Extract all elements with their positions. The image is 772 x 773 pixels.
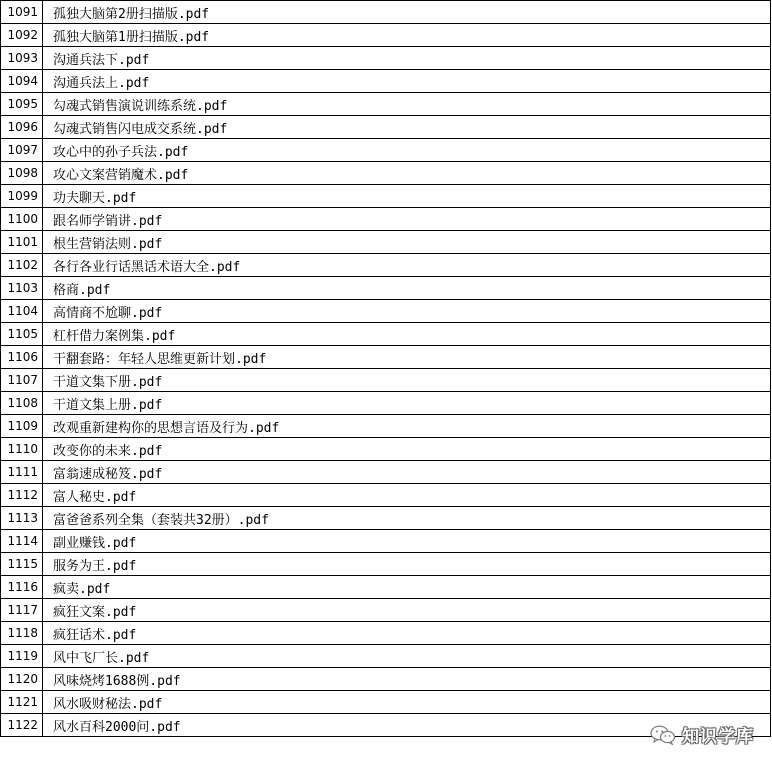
file-list-body bbox=[1, 1, 771, 737]
row-number-cell[interactable]: 1103 bbox=[1, 277, 43, 300]
row-number-cell[interactable]: 1100 bbox=[1, 208, 43, 231]
file-name-cell[interactable]: 孤独大脑第2册扫描版.pdf bbox=[43, 1, 771, 24]
row-number-cell[interactable]: 1110 bbox=[1, 438, 43, 461]
row-number-cell[interactable]: 1092 bbox=[1, 24, 43, 47]
table-row bbox=[1, 346, 771, 369]
file-name-cell[interactable]: 疯狂文案.pdf bbox=[43, 599, 771, 622]
table-row bbox=[1, 622, 771, 645]
row-number-cell[interactable]: 1098 bbox=[1, 162, 43, 185]
row-number-cell[interactable]: 1094 bbox=[1, 70, 43, 93]
file-name-cell[interactable]: 富人秘史.pdf bbox=[43, 484, 771, 507]
row-number-cell[interactable]: 1091 bbox=[1, 1, 43, 24]
row-number-cell[interactable]: 1112 bbox=[1, 484, 43, 507]
table-row bbox=[1, 484, 771, 507]
table-row bbox=[1, 392, 771, 415]
table-row bbox=[1, 277, 771, 300]
file-name-cell[interactable]: 副业赚钱.pdf bbox=[43, 530, 771, 553]
file-name-cell[interactable]: 跟名师学销讲.pdf bbox=[43, 208, 771, 231]
file-name-cell[interactable]: 杠杆借力案例集.pdf bbox=[43, 323, 771, 346]
file-name-cell[interactable]: 根生营销法则.pdf bbox=[43, 231, 771, 254]
table-row bbox=[1, 139, 771, 162]
table-row bbox=[1, 553, 771, 576]
table-row bbox=[1, 691, 771, 714]
file-name-cell[interactable]: 干道文集下册.pdf bbox=[43, 369, 771, 392]
row-number-cell[interactable]: 1118 bbox=[1, 622, 43, 645]
table-row bbox=[1, 185, 771, 208]
row-number-cell[interactable]: 1106 bbox=[1, 346, 43, 369]
row-number-cell[interactable]: 1095 bbox=[1, 93, 43, 116]
row-number-cell[interactable]: 1120 bbox=[1, 668, 43, 691]
file-name-cell[interactable]: 风水吸财秘法.pdf bbox=[43, 691, 771, 714]
file-name-cell[interactable]: 沟通兵法下.pdf bbox=[43, 47, 771, 70]
table-row bbox=[1, 530, 771, 553]
file-name-cell[interactable]: 攻心文案营销魔术.pdf bbox=[43, 162, 771, 185]
row-number-cell[interactable]: 1102 bbox=[1, 254, 43, 277]
file-name-cell[interactable]: 风中飞厂长.pdf bbox=[43, 645, 771, 668]
file-name-cell[interactable]: 疯狂话术.pdf bbox=[43, 622, 771, 645]
row-number-cell[interactable]: 1109 bbox=[1, 415, 43, 438]
row-number-cell[interactable]: 1121 bbox=[1, 691, 43, 714]
row-number-cell[interactable]: 1113 bbox=[1, 507, 43, 530]
row-number-cell[interactable]: 1114 bbox=[1, 530, 43, 553]
file-name-cell[interactable]: 勾魂式销售演说训练系统.pdf bbox=[43, 93, 771, 116]
table-row bbox=[1, 415, 771, 438]
file-name-cell[interactable]: 沟通兵法上.pdf bbox=[43, 70, 771, 93]
table-row bbox=[1, 599, 771, 622]
row-number-cell[interactable]: 1108 bbox=[1, 392, 43, 415]
table-row bbox=[1, 70, 771, 93]
row-number-cell[interactable]: 1099 bbox=[1, 185, 43, 208]
table-row bbox=[1, 231, 771, 254]
table-row bbox=[1, 47, 771, 70]
row-number-cell[interactable]: 1097 bbox=[1, 139, 43, 162]
table-row bbox=[1, 714, 771, 737]
table-row bbox=[1, 24, 771, 47]
table-row bbox=[1, 116, 771, 139]
file-name-cell[interactable]: 改观重新建构你的思想言语及行为.pdf bbox=[43, 415, 771, 438]
file-name-cell[interactable]: 风水百科2000问.pdf bbox=[43, 714, 771, 737]
file-name-cell[interactable]: 格商.pdf bbox=[43, 277, 771, 300]
table-row bbox=[1, 1, 771, 24]
row-number-cell[interactable]: 1119 bbox=[1, 645, 43, 668]
file-name-cell[interactable]: 干翻套路：年轻人思维更新计划.pdf bbox=[43, 346, 771, 369]
row-number-cell[interactable]: 1117 bbox=[1, 599, 43, 622]
file-name-cell[interactable]: 高情商不尬聊.pdf bbox=[43, 300, 771, 323]
table-row bbox=[1, 254, 771, 277]
table-row bbox=[1, 208, 771, 231]
row-number-cell[interactable]: 1096 bbox=[1, 116, 43, 139]
watermark-text: 知识学库 bbox=[682, 727, 754, 747]
table-row bbox=[1, 576, 771, 599]
row-number-cell[interactable]: 1104 bbox=[1, 300, 43, 323]
file-name-cell[interactable]: 风味烧烤1688例.pdf bbox=[43, 668, 771, 691]
file-name-cell[interactable]: 勾魂式销售闪电成交系统.pdf bbox=[43, 116, 771, 139]
file-name-cell[interactable]: 攻心中的孙子兵法.pdf bbox=[43, 139, 771, 162]
file-name-cell[interactable]: 干道文集上册.pdf bbox=[43, 392, 771, 415]
file-name-cell[interactable]: 服务为王.pdf bbox=[43, 553, 771, 576]
file-name-cell[interactable]: 各行各业行话黑话术语大全.pdf bbox=[43, 254, 771, 277]
file-name-cell[interactable]: 功夫聊天.pdf bbox=[43, 185, 771, 208]
file-name-cell[interactable]: 孤独大脑第1册扫描版.pdf bbox=[43, 24, 771, 47]
table-row bbox=[1, 461, 771, 484]
row-number-cell[interactable]: 1111 bbox=[1, 461, 43, 484]
row-number-cell[interactable]: 1107 bbox=[1, 369, 43, 392]
row-number-cell[interactable]: 1101 bbox=[1, 231, 43, 254]
table-row bbox=[1, 507, 771, 530]
row-number-cell[interactable]: 1093 bbox=[1, 47, 43, 70]
table-row bbox=[1, 438, 771, 461]
file-name-cell[interactable]: 富翁速成秘笈.pdf bbox=[43, 461, 771, 484]
table-row bbox=[1, 323, 771, 346]
row-number-cell[interactable]: 1116 bbox=[1, 576, 43, 599]
row-number-cell[interactable]: 1115 bbox=[1, 553, 43, 576]
table-row bbox=[1, 300, 771, 323]
row-number-cell[interactable]: 1122 bbox=[1, 714, 43, 737]
table-row bbox=[1, 93, 771, 116]
table-row bbox=[1, 668, 771, 691]
table-row bbox=[1, 645, 771, 668]
row-number-cell[interactable]: 1105 bbox=[1, 323, 43, 346]
table-row bbox=[1, 369, 771, 392]
table-row bbox=[1, 162, 771, 185]
file-name-cell[interactable]: 疯卖.pdf bbox=[43, 576, 771, 599]
file-name-cell[interactable]: 改变你的未来.pdf bbox=[43, 438, 771, 461]
file-name-cell[interactable]: 富爸爸系列全集（套装共32册）.pdf bbox=[43, 507, 771, 530]
